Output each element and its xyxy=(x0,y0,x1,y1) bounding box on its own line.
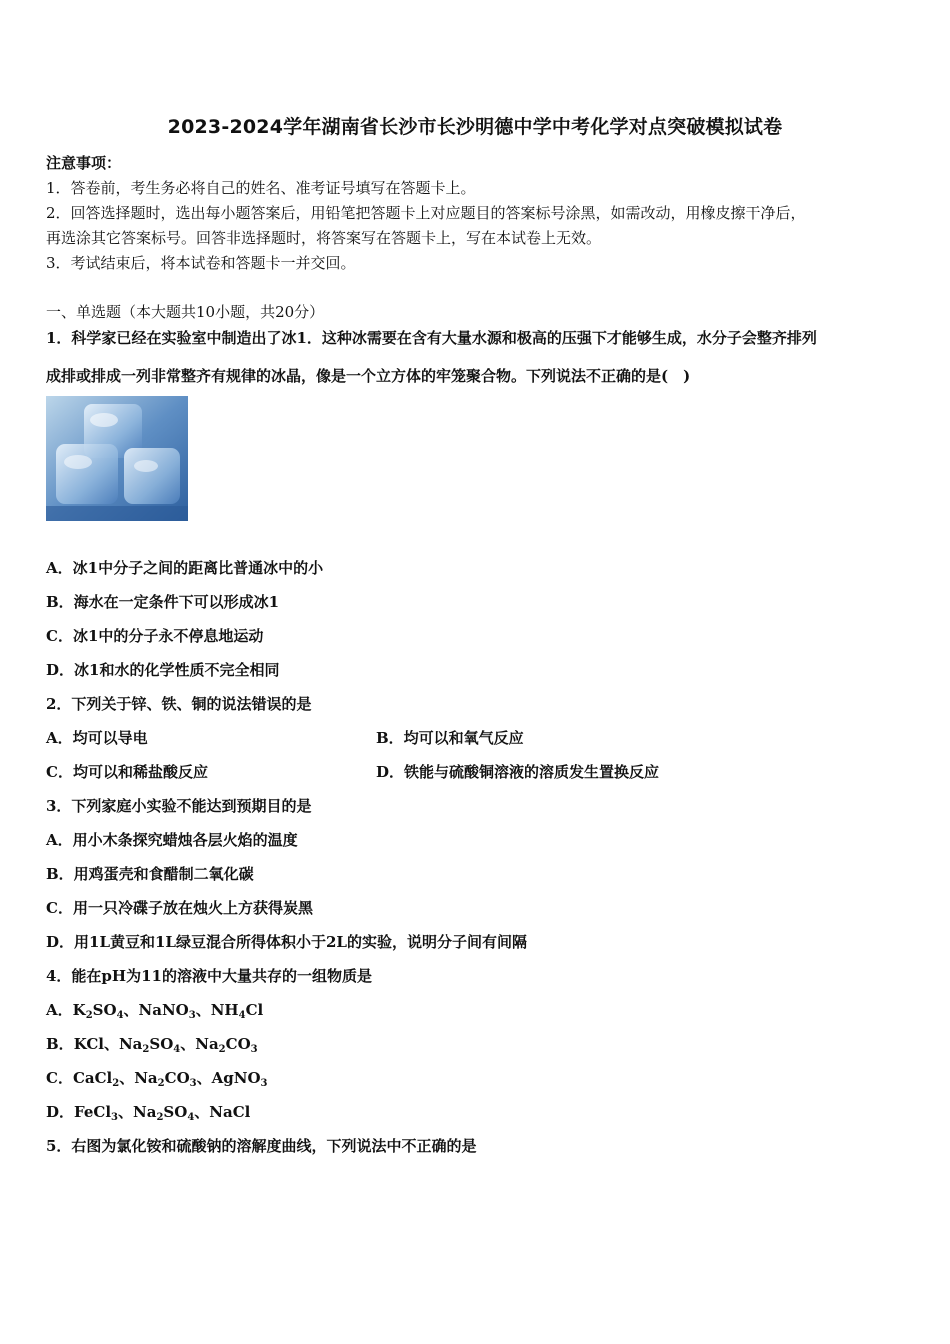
notice-heading: 注意事项： xyxy=(46,154,122,172)
q5-stem: 5．右图为氯化铵和硫酸钠的溶解度曲线，下列说法中不正确的是 xyxy=(46,1137,477,1155)
q4-option-b: B．KCl、$Na_2SO_4$、$Na_2CO_3$ xyxy=(46,1035,258,1055)
q4-stem: 4．能在pH为11的溶液中大量共存的一组物质是 xyxy=(46,967,372,985)
section-heading: 一、单选题（本大题共10小题，共20分） xyxy=(46,303,325,321)
q2-option-b: B．均可以和氧气反应 xyxy=(376,729,524,747)
q3-stem: 3．下列家庭小实验不能达到预期目的是 xyxy=(46,797,312,815)
q3-option-a: A．用小木条探究蜡烛各层火焰的温度 xyxy=(46,831,298,849)
notice-item-2a: 2．回答选择题时，选出每小题答案后，用铅笔把答题卡上对应题目的答案标号涂黑，如需改动，用橡皮擦干净后， xyxy=(46,204,806,222)
q4-option-d: D．FeCl$_3$、$Na_2SO_4$、NaCl xyxy=(46,1103,251,1123)
q3-option-c: C．用一只冷碟子放在烛火上方获得炭黑 xyxy=(46,899,313,917)
page-title: 2023-2024学年湖南省长沙市长沙明德中学中考化学对点突破模拟试卷 xyxy=(167,116,783,138)
q2-stem: 2．下列关于锌、铁、铜的说法错误的是 xyxy=(46,695,312,713)
q1-option-d: D．冰1和水的化学性质不完全相同 xyxy=(46,661,280,679)
q1-stem-b: 成排或排成一列非常整齐有规律的冰晶，像是一个立方体的牢笼聚合物。下列说法不正确的是( ) xyxy=(46,367,691,385)
q3-option-b: B．用鸡蛋壳和食醋制二氧化碳 xyxy=(46,865,254,883)
q1-option-c: C．冰1中的分子永不停息地运动 xyxy=(46,627,264,645)
ice-cubes-image xyxy=(46,396,188,521)
q1-stem-a: 1．科学家已经在实验室中制造出了冰1．这种冰需要在含有大量水源和极高的压强下才能够生成，水分子会整齐排列 xyxy=(46,329,817,347)
q4-option-a: A．$K_2SO_4$、NaNO$_3$、$NH_4Cl$ xyxy=(46,1001,264,1021)
q1-option-b: B．海水在一定条件下可以形成冰1 xyxy=(46,593,280,611)
q3-option-d: D．用1L黄豆和1L绿豆混合所得体积小于2L的实验，说明分子间有间隔 xyxy=(46,933,527,951)
q1-option-a: A．冰1中分子之间的距离比普通冰中的小 xyxy=(46,559,324,577)
q2-option-d: D．铁能与硫酸铜溶液的溶质发生置换反应 xyxy=(376,763,660,781)
notice-item-3: 3．考试结束后，将本试卷和答题卡一并交回。 xyxy=(46,254,356,272)
notice-item-1: 1．答卷前，考生务必将自己的姓名、准考证号填写在答题卡上。 xyxy=(46,179,476,197)
notice-item-2b: 再选涂其它答案标号。回答非选择题时，将答案写在答题卡上，写在本试卷上无效。 xyxy=(46,229,602,247)
q4-option-c: C．CaCl$_2$、$Na_2CO_3$、AgNO$_3$ xyxy=(46,1069,268,1089)
q2-option-a: A．均可以导电 xyxy=(46,729,148,747)
q2-option-c: C．均可以和稀盐酸反应 xyxy=(46,763,208,781)
